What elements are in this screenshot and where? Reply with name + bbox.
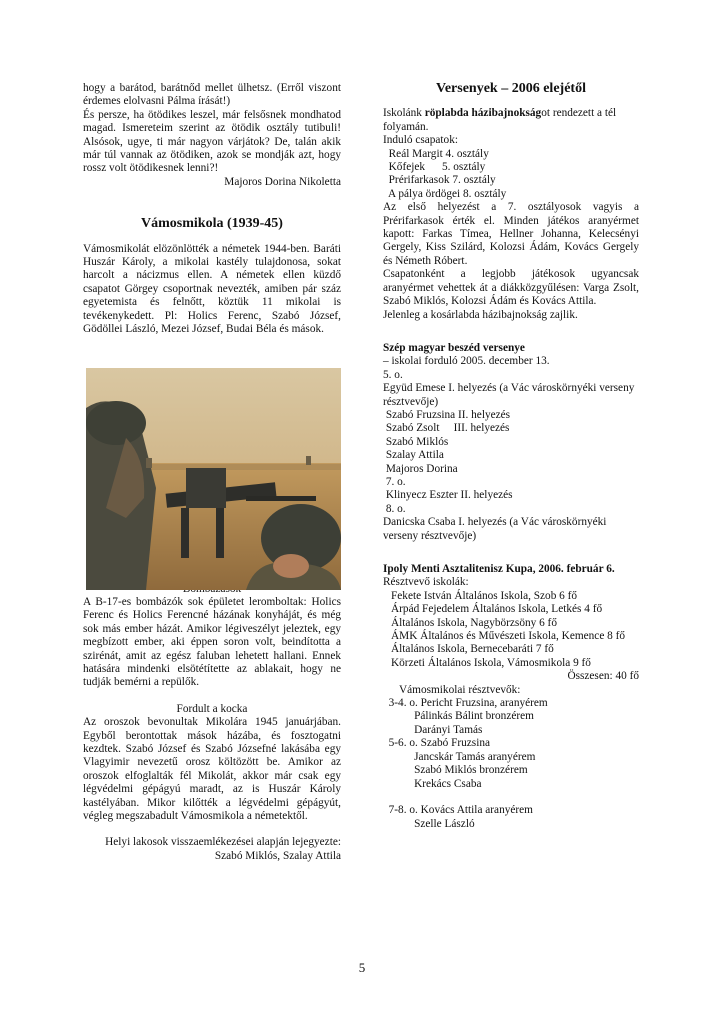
school-item: Általános Iskola, Nagybörzsöny 6 fő — [391, 616, 557, 629]
local-participant-line: 7-8. o. Kovács Attila aranyérem — [383, 804, 533, 817]
local-participant-line: Pálinkás Bálint bronzérem — [383, 710, 534, 723]
pingpong-title: Ipoly Menti Asztalitenisz Kupa, 2006. február 6. — [383, 563, 615, 575]
ww2-soldiers-photo — [86, 368, 341, 590]
local-participant-line: 5-6. o. Szabó Fruzsina — [383, 737, 490, 750]
speech-line: 7. o. — [383, 475, 406, 488]
school-item: Árpád Fejedelem Általános Iskola, Letkés 4 fő — [391, 603, 603, 616]
team-item: A pálya ördögei 8. osztály — [383, 187, 507, 200]
speech-line: Szabó Zsolt III. helyezés — [383, 422, 510, 435]
intro-author: Majoros Dorina Nikoletta — [224, 175, 341, 188]
local-participant-line: 3-4. o. Pericht Fruzsina, aranyérem — [383, 697, 548, 710]
local-participant-line: Szelle László — [383, 817, 475, 830]
local-participant-line — [383, 791, 639, 804]
speech-line: Szabó Miklós — [383, 435, 449, 448]
school-item: ÁMK Általános és Művészeti Iskola, Kemence 8 fő — [391, 630, 626, 643]
school-item: Fekete István Általános Iskola, Szob 6 fő — [391, 589, 578, 602]
source-text: Helyi lakosok visszaemlékezései alapján lejegyezte: — [105, 836, 341, 849]
local-participant-line: Szabó Miklós bronzérem — [383, 764, 528, 777]
speech-line: 8. o. — [383, 502, 406, 515]
turn-title: Fordult a kocka — [176, 702, 248, 715]
team-item: Prérifarkasok 7. osztály — [383, 174, 496, 187]
turn-text: Az oroszok bevonultak Mikolára 1945 januárjában. Egyből berontottak mások házába, és fosztogatni kezdtek. Szabó József és Szabó Józsefné lakásába egy Vlagyimir nevezetű orosz költözött be. Amikor az oroszok elfoglalták fél Mikolát, akkor már csak egy légvédelmi gépágyú maradt, az is Huszár Károly kastélyában. Mikor kilőtték a légvédelmi gépágyút, végleg megszabadult Vámosmikola a németektől. — [83, 716, 341, 822]
speech-line: Danicska Csaba I. helyezés (a Vác városkörnyéki verseny résztvevője) — [383, 516, 607, 542]
competitions-title: Versenyek – 2006 elejétől — [436, 81, 586, 96]
bomb-text: A B-17-es bombázók sok épületet leromboltak: Holics Ferenc és Holics Ferencné házának konyháját, és még sok más ember házát. Amikor légiveszélyt jeleztek, egy megbízott ember, aki éppen soron volt, beindította a szirénát, amit az egész faluban lehetett hallani. Ennek hatására mindenki elsötétítette az ablakait, hogy ne tudják bemérni a repülők. — [83, 595, 341, 689]
intro-paragraph-1: hogy a barátod, barátnőd mellet ülhetsz. (Erről viszont érdemes elolvasni Pálma írását!) — [83, 82, 341, 108]
soldiers-machine-gun-image — [86, 368, 341, 590]
speech-line: Majoros Dorina — [383, 462, 458, 475]
local-participant-line: Krekács Csaba — [383, 777, 482, 790]
volleyball-bold: röplabda házibajnokság — [424, 107, 542, 120]
page-number: 5 — [358, 960, 366, 975]
team-item: Kőfejek 5. osztály — [383, 161, 486, 174]
volleyball-post: ot rendezett a tél folyamán. — [383, 107, 617, 133]
school-item: Általános Iskola, Bernecebaráti 7 fő — [391, 643, 554, 656]
speech-line: Szabó Fruzsina II. helyezés — [383, 408, 511, 421]
right-column — [383, 82, 639, 831]
volleyball-best: Csapatonként a legjobb játékosok ugyancsak aranyérmet vehettek át a diákközgyűlésen: Varga Zsolt, Szabó Miklós, Kolozsi Ádám és Kovács Attila. — [383, 268, 639, 308]
team-item: Reál Margit 4. osztály — [383, 147, 489, 160]
volleyball-pre: Iskolánk — [383, 107, 425, 120]
local-participants-label: Vámosmikolai résztvevők: — [399, 683, 521, 696]
volleyball-now: Jelenleg a kosárlabda házibajnokság zajlik. — [383, 308, 578, 321]
volleyball-result: Az első helyezést a 7. osztályosok vagyis a Prérifarkasok érték el. Minden játékos aranyérmet kapott: Farkas Tímea, Hellner Johanna, Kelecsényi Gergely, Kiss Szilárd, Kolozsi Ádám, Kovács Gergely és Németh Róbert. — [383, 201, 639, 267]
speech-line: Együd Emese I. helyezés (a Vác városkörnyéki verseny résztvevője) — [383, 382, 635, 408]
teams-label: Induló csapatok: — [383, 134, 458, 147]
schools-label: Résztvevő iskolák: — [383, 576, 469, 589]
local-participant-line: Jancskár Tamás aranyérem — [383, 750, 536, 763]
speech-line: Klinyecz Eszter II. helyezés — [383, 489, 513, 502]
local-participant-line: Darányi Tamás — [383, 723, 483, 736]
speech-line: – iskolai forduló 2005. december 13. — [383, 355, 550, 368]
section-text-vamosmikola: Vámosmikolát elözönlötték a németek 1944-ben. Baráti Huszár Károly, a mikolai kastély tulajdonosa, sokat harcolt a nácizmus ellen. A németek ellen küzdő csapatot Görgey csoportnak nevezték, amiben pár száz egyetemista és felnőtt, köztük 11 mikolai is tevékenykedett. Pl: Holics Ferenc, Szabó József, Gödöllei László, Mezei József, Budai Béla és mások. — [83, 242, 341, 336]
speech-line: Szalay Attila — [383, 449, 444, 462]
volleyball-intro — [383, 107, 639, 134]
source-authors: Szabó Miklós, Szalay Attila — [214, 849, 341, 862]
speech-title: Szép magyar beszéd versenye — [383, 341, 525, 354]
school-item: Körzeti Általános Iskola, Vámosmikola 9 fő — [391, 656, 591, 669]
schools-total: Összesen: 40 fő — [567, 670, 639, 683]
section-title-vamosmikola: Vámosmikola (1939-45) — [141, 216, 283, 232]
intro-paragraph-2: És persze, ha ötödikes leszel, már felsősnek mondhatod magad. Ismereteim szerint az ötödik osztály tutibuli! Alsósok, ugye, ti már nagyon várjátok? De, talán akik már túl vannak az ötödiken, azok se mondják azt, hogy rossz volt ötödikesnek lenni?! — [83, 108, 341, 175]
speech-line: 5. o. — [383, 368, 403, 381]
